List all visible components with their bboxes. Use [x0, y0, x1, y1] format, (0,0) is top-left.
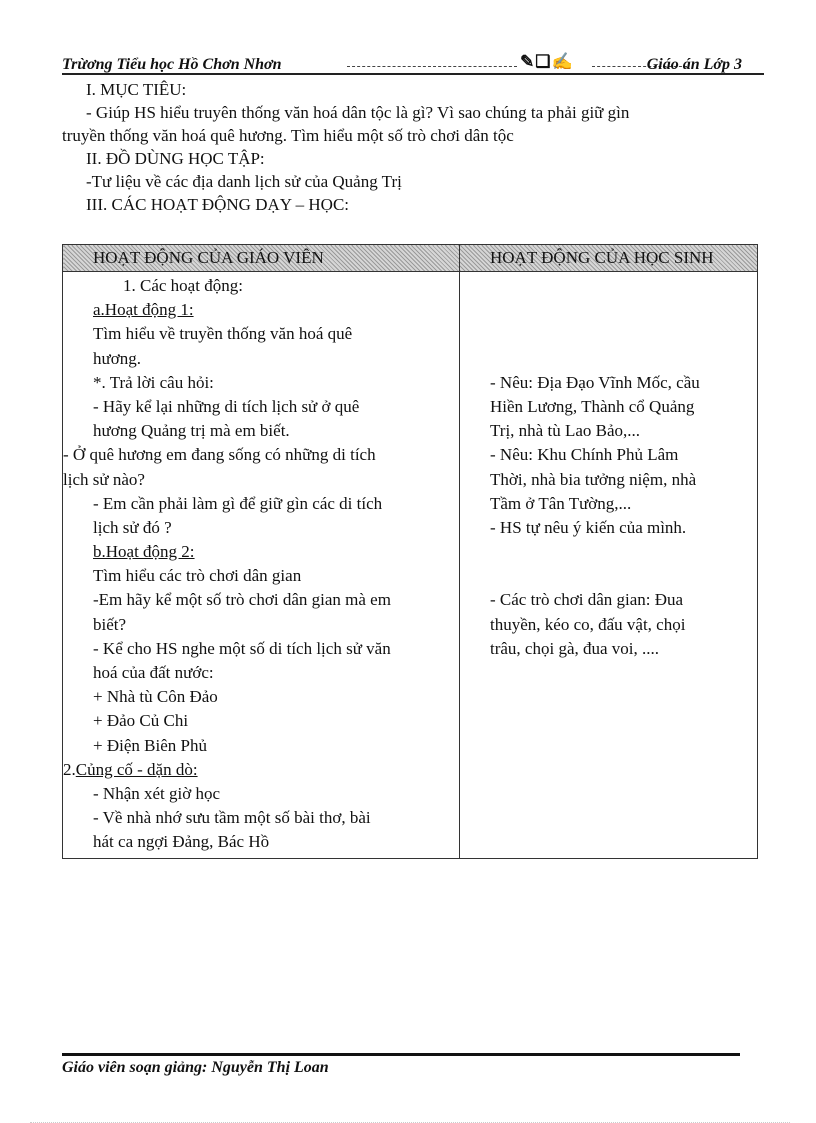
grade-label: Giáo án Lớp 3 [646, 56, 742, 73]
list-item: Tìm hiểu các trò chơi dân gian [93, 566, 302, 586]
list-item: - Nêu: Khu Chính Phủ Lâm [490, 445, 679, 465]
list-item [460, 347, 757, 371]
teacher-column-header: HOẠT ĐỘNG CỦA GIÁO VIÊN [63, 245, 460, 272]
section-heading-activities: III. CÁC HOẠT ĐỘNG DẠY – HỌC: [86, 195, 350, 214]
list-item [460, 564, 757, 588]
list-item: b.Hoạt động 2: [93, 542, 195, 562]
activity-table [62, 244, 758, 859]
list-item [460, 540, 757, 564]
student-activities-cell [460, 272, 758, 859]
list-item [460, 298, 757, 322]
list-item: trâu, chọi gà, đua voi, .... [490, 638, 660, 658]
book-ornament-icon: ✎❑✍ [520, 52, 574, 71]
list-item: - Nêu: Địa Đạo Vĩnh Mốc, cầu [490, 372, 700, 392]
table-body-row [63, 272, 758, 859]
list-item: hát ca ngợi Đảng, Bác Hồ [93, 832, 270, 852]
list-item [460, 274, 757, 298]
list-item: + Nhà tù Côn Đảo [93, 687, 218, 707]
list-item: Hiền Lương, Thành cổ Quảng [490, 396, 695, 416]
list-item: Trị, nhà tù Lao Bảo,... [490, 421, 641, 441]
section-heading-objectives: I. MỤC TIÊU: [86, 80, 187, 99]
list-item: - HS tự nêu ý kiến của mình. [490, 517, 687, 537]
table-header-row [63, 245, 758, 272]
list-item: thuyền, kéo co, đấu vật, chọi [490, 614, 686, 634]
list-item: hoá của đất nước: [93, 663, 214, 682]
list-item: - Ở quê hương em đang sống có những di tích [63, 445, 376, 465]
consolidate-heading: Củng cố - dặn dò: [75, 759, 198, 779]
list-item: Tầm ở Tân Tường,... [490, 493, 632, 513]
list-item: Tìm hiểu về truyền thống văn hoá quê [93, 324, 353, 344]
footer-author: Giáo viên soạn giảng: Nguyễn Thị Loan [62, 1059, 329, 1076]
list-item: lịch sử nào? [63, 469, 145, 489]
section-heading-materials: II. ĐỒ DÙNG HỌC TẬP: [86, 149, 265, 168]
teacher-activities-cell [63, 272, 460, 859]
list-item: - Về nhà nhớ sưu tầm một số bài thơ, bài [93, 808, 371, 828]
list-item: a.Hoạt động 1: [93, 300, 194, 320]
list-item: - Các trò chơi dân gian: Đua [490, 590, 684, 610]
list-item: - Nhận xét giờ học [93, 783, 221, 803]
objective-line-1: - Giúp HS hiểu truyên thống văn hoá dân tộc là gì? Vì sao chúng ta phải giữ gìn [86, 103, 630, 122]
materials-line: -Tư liệu về các địa danh lịch sử của Quảng Trị [86, 172, 402, 191]
list-item: 1. Các hoạt động: [123, 276, 243, 295]
list-item: lịch sử đó ? [93, 517, 172, 537]
list-item: + Điện Biên Phủ [93, 735, 207, 755]
objective-line-2: truyền thống văn hoá quê hương. Tìm hiểu một số trò chơi dân tộc [62, 126, 514, 145]
footer-rule [62, 1053, 740, 1056]
list-item: - Kể cho HS nghe một số di tích lịch sử văn [93, 638, 391, 658]
list-item: hương. [93, 348, 141, 368]
list-item: biết? [93, 614, 127, 634]
list-item: hương Quảng trị mà em biết. [93, 421, 290, 441]
list-item [460, 322, 757, 346]
header-dashes-left [347, 66, 517, 67]
list-item: Thời, nhà bia tưởng niệm, nhà [490, 469, 697, 489]
list-item: -Em hãy kể một số trò chơi dân gian mà em [93, 590, 391, 610]
student-column-header: HOẠT ĐỘNG CỦA HỌC SINH [460, 245, 758, 272]
intro-section [62, 78, 762, 216]
list-item: - Em cần phải làm gì để giữ gìn các di tích [93, 493, 383, 513]
consolidate-number: 2. [63, 759, 76, 779]
header-rule [62, 73, 764, 75]
list-item: + Đảo Củ Chi [93, 711, 189, 731]
list-item: - Hãy kể lại những di tích lịch sử ở quê [93, 396, 360, 416]
list-item: *. Trả lời câu hỏi: [93, 372, 214, 392]
school-name: Trừơng Tiểu học Hồ Chơn Nhơn [62, 56, 282, 73]
